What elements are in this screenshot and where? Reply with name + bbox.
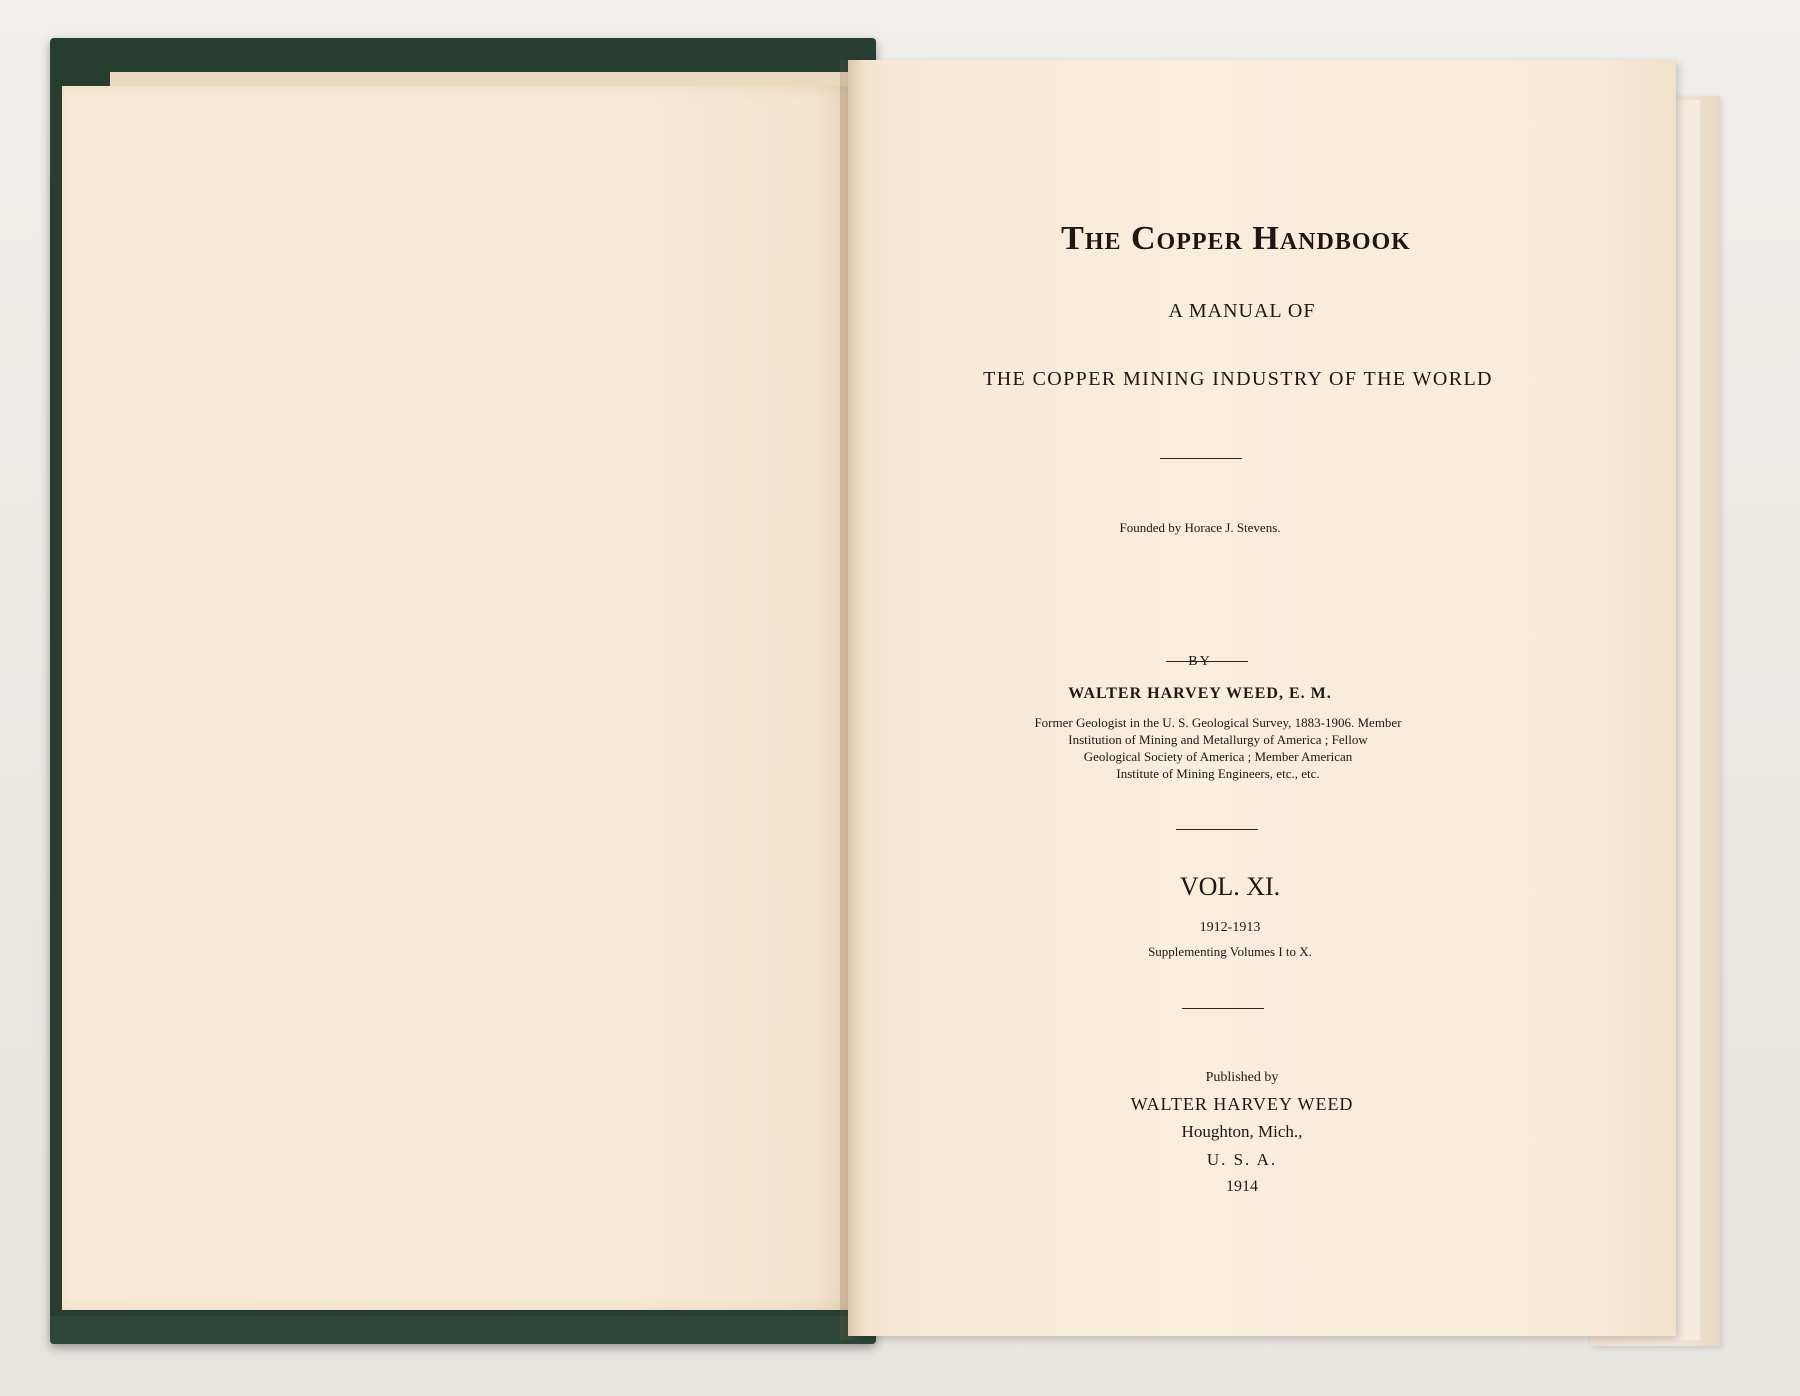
volume-years: 1912-1913 — [1199, 920, 1261, 935]
title-page — [848, 60, 1676, 1336]
supplement-note: Supplementing Volumes I to X. — [1148, 944, 1312, 959]
credentials-line: Institute of Mining Engineers, etc., etc. — [1116, 766, 1320, 781]
credentials-line: Geological Society of America ; Member American — [1083, 749, 1353, 764]
author-credentials — [804, 714, 1632, 782]
divider-rule — [1176, 829, 1258, 830]
subtitle-line-1: A MANUAL OF — [1168, 300, 1316, 322]
credentials-line: Former Geologist in the U. S. Geological Survey, 1883-1906. Member — [1034, 715, 1402, 730]
divider-rule — [1160, 458, 1242, 459]
publisher-place: Houghton, Mich., — [1181, 1122, 1303, 1141]
volume-number: VOL. XI. — [1179, 872, 1281, 901]
credentials-line: Institution of Mining and Metallurgy of America ; Fellow — [1068, 732, 1368, 747]
left-endpaper — [62, 86, 852, 1310]
cover-bottom-edge — [50, 1316, 876, 1344]
by-label: BY — [1188, 654, 1212, 669]
published-by-label: Published by — [1205, 1070, 1279, 1085]
publisher-name: WALTER HARVEY WEED — [1130, 1094, 1354, 1114]
founded-by: Founded by Horace J. Stevens. — [1119, 520, 1281, 535]
publication-year: 1914 — [1226, 1178, 1258, 1195]
author-name: WALTER HARVEY WEED, E. M. — [1068, 685, 1332, 702]
book-title: The Copper Handbook — [1061, 220, 1411, 257]
publisher-country: U. S. A. — [1206, 1150, 1278, 1169]
divider-rule — [1182, 1008, 1264, 1009]
subtitle-line-2: THE COPPER MINING INDUSTRY OF THE WORLD — [983, 368, 1493, 390]
gutter-shadow — [840, 60, 864, 1340]
